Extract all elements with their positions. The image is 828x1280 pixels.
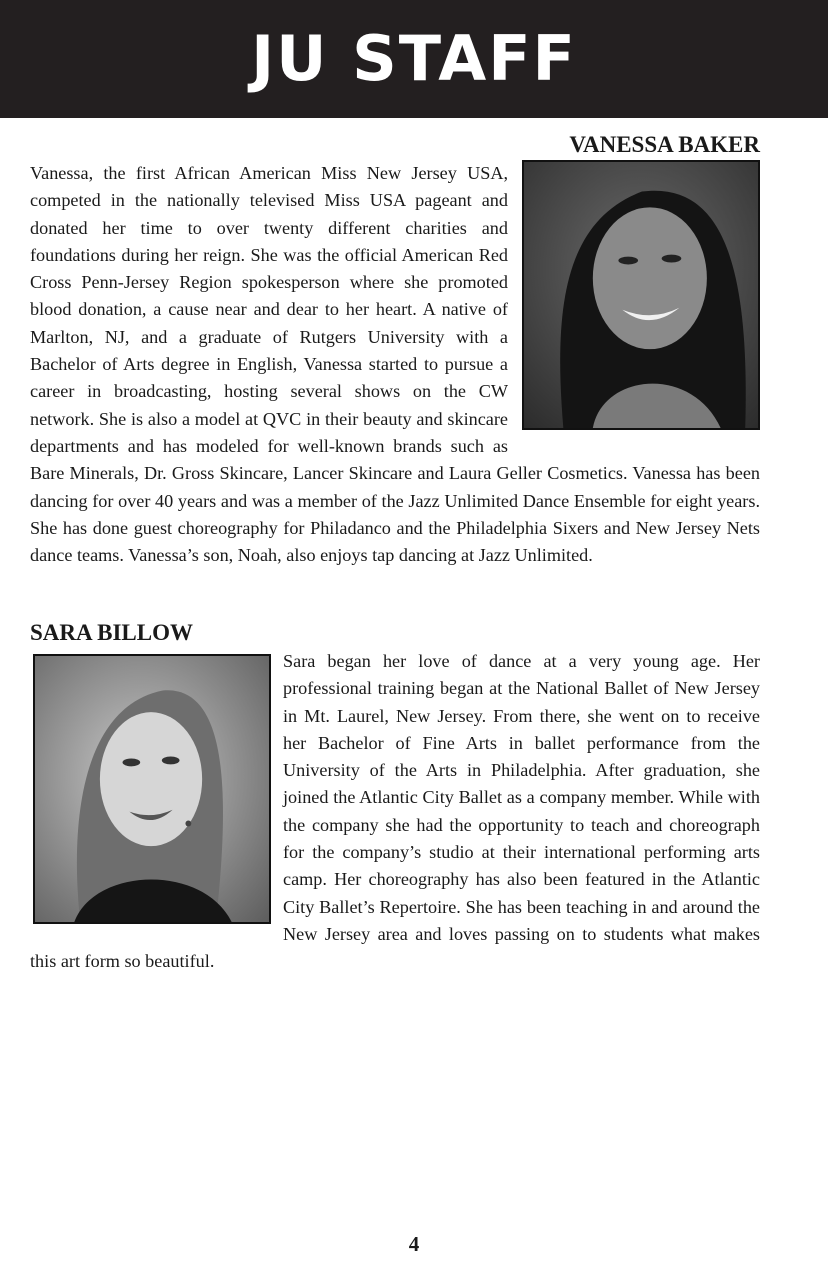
staff-profile-vanessa-baker [30,130,760,569]
portrait-image [524,162,758,428]
page-number: 4 [408,1232,420,1256]
staff-bio: Sara began her love of dance at a very young age. Her professional training began at the National Ballet of New Jersey in Mt. Laurel, New Jersey. From there, she went on to receive her Bachelor of Fine Arts in ballet performance from the University of the Arts in Philadelphia. After graduation, she joined the Atlantic City Ballet as a company member. While with the company she had the opportunity to teach and choreograph for the company’s studio at their international performing arts camp. Her choreography has also been featured in the Atlantic City Ballet’s Repertoire. She has been teaching in and around the New Jersey area and loves passing on to students what makes this art form so beautiful. [30,651,760,972]
staff-photo [522,160,760,430]
staff-name: SARA BILLOW [30,620,193,645]
staff-profile-sara-billow [30,618,760,976]
staff-name: VANESSA BAKER [569,132,760,157]
staff-bio: Vanessa, the first African American Miss New Jersey USA, competed in the nationally televised Miss USA pageant and donated her time to over twenty different charities and foundations during her reign. She was the official American Red Cross Penn-Jersey Region spokesperson where she promoted blood donation, a cause near and dear to her heart. A native of Marlton, NJ, and a graduate of Rutgers University with a Bachelor of Arts degree in English, Vanessa started to pursue a career in broadcasting, hosting several shows on the CW network. She is also a model at QVC in their beauty and skincare departments and has modeled for well-known brands such as Bare Minerals, Dr. Gross Skincare, Lancer Skincare and Laura Geller Cosmetics. Vanessa has been dancing for over 40 years and was a member of the Jazz Unlimited Dance Ensemble for eight years. She has done guest choreography for Philadanco and the Philadelphia Sixers and New Jersey Nets dance teams. Vanessa’s son, Noah, also enjoys tap dancing at Jazz Unlimited. [30,163,760,566]
staff-photo [33,654,271,924]
portrait-image [35,656,269,922]
page-title: JU STAFF [251,22,577,95]
header-banner [0,0,828,118]
